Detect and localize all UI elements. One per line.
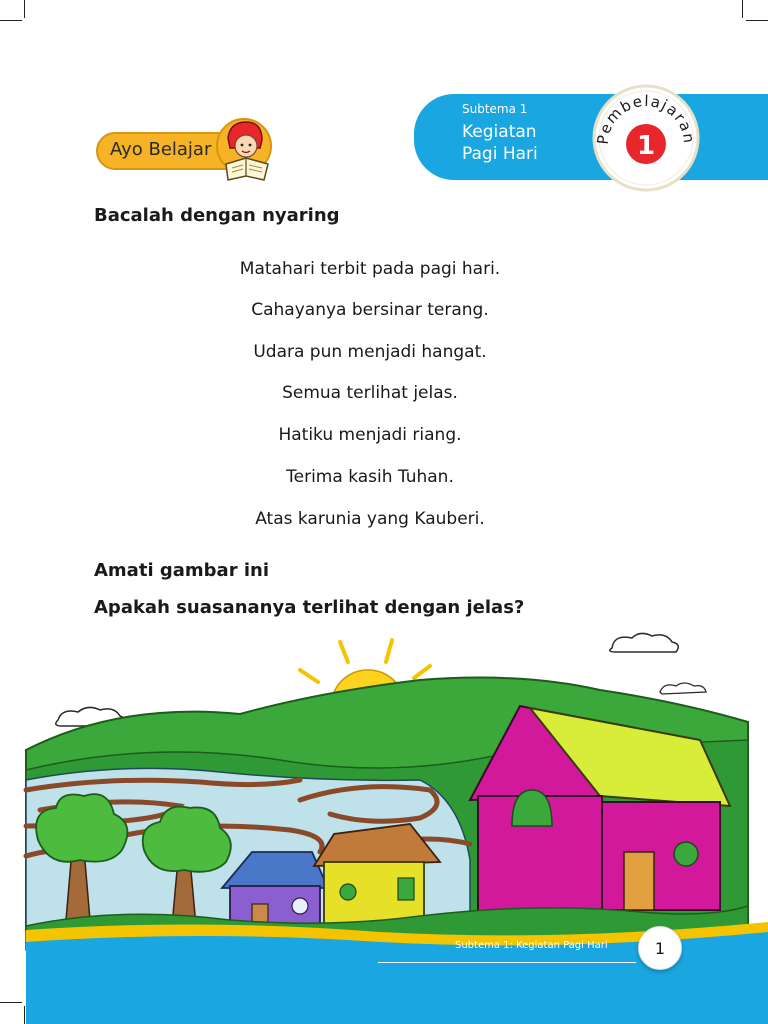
poem-line: Cahayanya bersinar terang.: [251, 300, 489, 320]
subtema-title-line2: Pagi Hari: [462, 144, 538, 164]
section-heading-read-aloud: Bacalah dengan nyaring: [94, 205, 340, 226]
poem-line: Semua terlihat jelas.: [282, 383, 458, 403]
footer-divider: [378, 962, 636, 963]
crop-mark: [24, 0, 25, 18]
subtema-title-line1: Kegiatan: [462, 122, 537, 142]
pembelajaran-medal: [590, 82, 702, 194]
cloud-icon: [660, 683, 706, 694]
footer-subtema-text: Subtema 1: Kegiatan Pagi Hari: [455, 940, 608, 951]
poem-line: Matahari terbit pada pagi hari.: [239, 259, 501, 279]
badge-label: Ayo Belajar: [110, 139, 212, 160]
medal-text: Pembelajaran: [593, 91, 699, 146]
crop-mark: [742, 0, 743, 18]
poem-line: Atas karunia yang Kauberi.: [255, 509, 485, 529]
poem-line: Udara pun menjadi hangat.: [253, 342, 487, 362]
cloud-icon: [610, 633, 679, 652]
crop-mark: [746, 20, 768, 21]
question-text: Apakah suasananya terlihat dengan jelas?: [94, 597, 525, 618]
medal-number: 1: [636, 131, 656, 161]
crop-mark: [0, 20, 22, 21]
ayo-belajar-badge: [96, 130, 266, 174]
reading-child-icon: [216, 116, 276, 188]
page-number: 1: [638, 926, 682, 970]
poem-line: Terima kasih Tuhan.: [286, 467, 454, 487]
subtema-label: Subtema 1: [462, 102, 528, 116]
poem-line: Hatiku menjadi riang.: [278, 425, 462, 445]
instruction-observe-picture: Amati gambar ini: [94, 560, 269, 581]
